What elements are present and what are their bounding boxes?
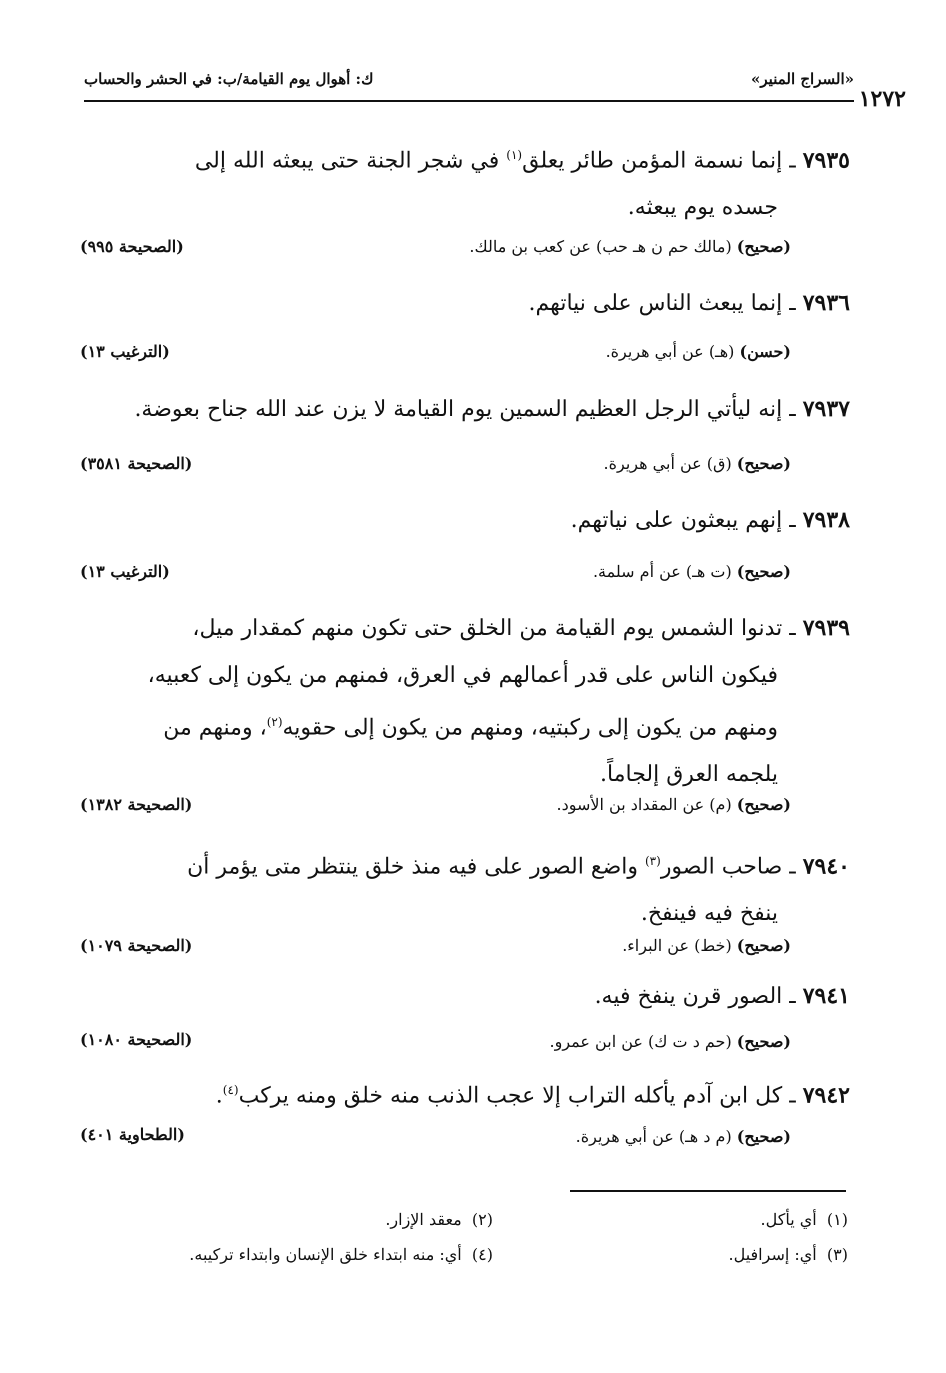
hadith-grade: (صحيح) bbox=[736, 237, 791, 256]
hadith-number: ٧٩٤٢ bbox=[802, 1082, 850, 1109]
hadith-reference: (الصحيحة ٣٥٨١) bbox=[80, 454, 193, 473]
dash: ـ bbox=[789, 1083, 796, 1109]
hadith-reference: (الصحيحة ١٣٨٢) bbox=[80, 795, 193, 814]
hadith-source bbox=[604, 454, 791, 473]
hadith-7936 bbox=[76, 280, 850, 327]
hadith-reference: (الصحيحة ١٠٧٩) bbox=[80, 936, 193, 955]
hadith-7937 bbox=[76, 386, 850, 433]
hadith-number: ٧٩٣٧ bbox=[802, 396, 850, 422]
hadith-text: كل ابن آدم يأكله التراب إلا عجب الذنب منه خلق ومنه يركب bbox=[238, 1083, 783, 1109]
hadith-sources: (م) عن المقداد بن الأسود. bbox=[556, 795, 732, 814]
hadith-text: تدنوا الشمس يوم القيامة من الخلق حتى تكون منهم كمقدار ميل، bbox=[192, 616, 783, 641]
hadith-reference: (الصحيحة ٩٩٥) bbox=[80, 237, 184, 256]
hadith-line bbox=[76, 699, 850, 751]
hadith-text: ، ومنهم من bbox=[163, 715, 267, 741]
hadith-line: يلجمه العرق إلجاماً. bbox=[600, 762, 778, 788]
hadith-source bbox=[550, 1032, 791, 1051]
hadith-text: إنما نسمة المؤمن طائر يعلق bbox=[522, 148, 783, 174]
footnote-number: (١) bbox=[826, 1210, 848, 1229]
hadith-text: ومنهم من يكون إلى ركبتيه، ومنهم من يكون إلى حقويه bbox=[282, 715, 778, 741]
hadith-text: إنه ليأتي الرجل العظيم السمين يوم القيامة لا يزن عند الله جناح بعوضة. bbox=[134, 397, 783, 422]
footnote-1 bbox=[761, 1210, 848, 1229]
hadith-sources: (هـ) عن أبي هريرة. bbox=[605, 342, 735, 361]
dash: ـ bbox=[789, 854, 796, 880]
hadith-number: ٧٩٤٠ bbox=[802, 853, 850, 880]
hadith-7940 bbox=[76, 838, 850, 937]
dash: ـ bbox=[789, 508, 796, 533]
hadith-7941 bbox=[76, 973, 850, 1020]
footnote-2 bbox=[385, 1210, 493, 1229]
hadith-number: ٧٩٣٨ bbox=[802, 507, 850, 533]
footnote-rule bbox=[570, 1190, 846, 1192]
footnote-number: (٣) bbox=[826, 1245, 848, 1264]
hadith-line bbox=[76, 605, 850, 652]
sentence-end: . bbox=[215, 1083, 223, 1109]
footnote-text: معقد الإزار. bbox=[385, 1210, 462, 1229]
hadith-sources: (خط) عن البراء. bbox=[622, 936, 732, 955]
hadith-7942 bbox=[76, 1067, 850, 1119]
hadith-reference: (الصحيحة ١٠٨٠) bbox=[80, 1030, 193, 1049]
hadith-reference: (الترغيب ١٣) bbox=[80, 342, 170, 361]
footnote-marker: (٣) bbox=[644, 854, 661, 868]
hadith-reference: (الترغيب ١٣) bbox=[80, 562, 170, 581]
footnote-4 bbox=[189, 1245, 493, 1264]
dash: ـ bbox=[789, 291, 796, 316]
hadith-text: الصور قرن ينفخ فيه. bbox=[594, 984, 783, 1009]
footnote-text: أي: إسرافيل. bbox=[728, 1245, 817, 1264]
hadith-text: واضع الصور على فيه منذ خلق ينتظر متى يؤمر أن bbox=[187, 854, 638, 880]
hadith-7938 bbox=[76, 497, 850, 544]
footnote-3 bbox=[728, 1245, 848, 1264]
hadith-sources: (ق) عن أبي هريرة. bbox=[603, 454, 732, 473]
footnote-text: أي يأكل. bbox=[760, 1210, 817, 1229]
footnote-marker: (١) bbox=[506, 148, 523, 162]
footnote-marker: (٤) bbox=[222, 1083, 239, 1097]
hadith-7939 bbox=[76, 605, 850, 798]
hadith-text: إنما يبعث الناس على نياتهم. bbox=[528, 291, 783, 316]
footnote-number: (٤) bbox=[471, 1245, 493, 1264]
hadith-line: فيكون الناس على قدر أعمالهم في العرق، فمنهم من يكون إلى كعبيه، bbox=[147, 663, 778, 688]
running-header-section: ك: أهوال يوم القيامة/ب: في الحشر والحساب bbox=[84, 70, 374, 88]
hadith-grade: (صحيح) bbox=[736, 1127, 791, 1146]
hadith-grade: (صحيح) bbox=[736, 936, 791, 955]
hadith-source bbox=[606, 342, 791, 361]
hadith-sources: (مالك حم ن هـ حب) عن كعب بن مالك. bbox=[469, 237, 732, 256]
page-number: ١٢٧٢ bbox=[858, 86, 906, 112]
hadith-text: صاحب الصور bbox=[660, 854, 783, 880]
hadith-text: إنهم يبعثون على نياتهم. bbox=[570, 508, 783, 533]
hadith-sources: (م د هـ) عن أبي هريرة. bbox=[575, 1127, 732, 1146]
hadith-reference: (الطحاوية ٤٠١) bbox=[80, 1125, 185, 1144]
hadith-number: ٧٩٣٩ bbox=[802, 615, 850, 641]
hadith-7935 bbox=[76, 132, 850, 231]
hadith-text-continued: جسده يوم يبعثه. bbox=[627, 195, 778, 221]
hadith-source bbox=[576, 1127, 791, 1146]
footnote-marker: (٢) bbox=[266, 715, 283, 729]
hadith-number: ٧٩٣٦ bbox=[802, 290, 850, 316]
dash: ـ bbox=[789, 148, 796, 174]
hadith-sources: (حم د ت ك) عن ابن عمرو. bbox=[549, 1032, 732, 1051]
footnote-number: (٢) bbox=[471, 1210, 493, 1229]
dash: ـ bbox=[789, 397, 796, 422]
hadith-source bbox=[469, 237, 791, 256]
hadith-sources: (ت هـ) عن أم سلمة. bbox=[592, 562, 732, 581]
hadith-source bbox=[557, 795, 792, 814]
hadith-grade: (حسن) bbox=[739, 342, 791, 361]
hadith-grade: (صحيح) bbox=[736, 562, 791, 581]
header-rule bbox=[84, 100, 854, 102]
hadith-grade: (صحيح) bbox=[736, 1032, 791, 1051]
hadith-number: ٧٩٤١ bbox=[802, 983, 850, 1009]
hadith-text: في شجر الجنة حتى يبعثه الله إلى bbox=[194, 148, 500, 174]
dash: ـ bbox=[789, 616, 796, 641]
hadith-source bbox=[622, 936, 791, 955]
dash: ـ bbox=[789, 984, 796, 1009]
hadith-number: ٧٩٣٥ bbox=[802, 147, 850, 174]
footnote-text: أي: منه ابتداء خلق الإنسان وابتداء تركيبه. bbox=[189, 1245, 462, 1264]
hadith-grade: (صحيح) bbox=[736, 795, 791, 814]
hadith-source bbox=[593, 562, 791, 581]
hadith-grade: (صحيح) bbox=[736, 454, 791, 473]
running-header-book-title: «السراج المنير» bbox=[751, 70, 854, 88]
hadith-text-continued: ينفخ فيه فينفخ. bbox=[640, 901, 778, 927]
